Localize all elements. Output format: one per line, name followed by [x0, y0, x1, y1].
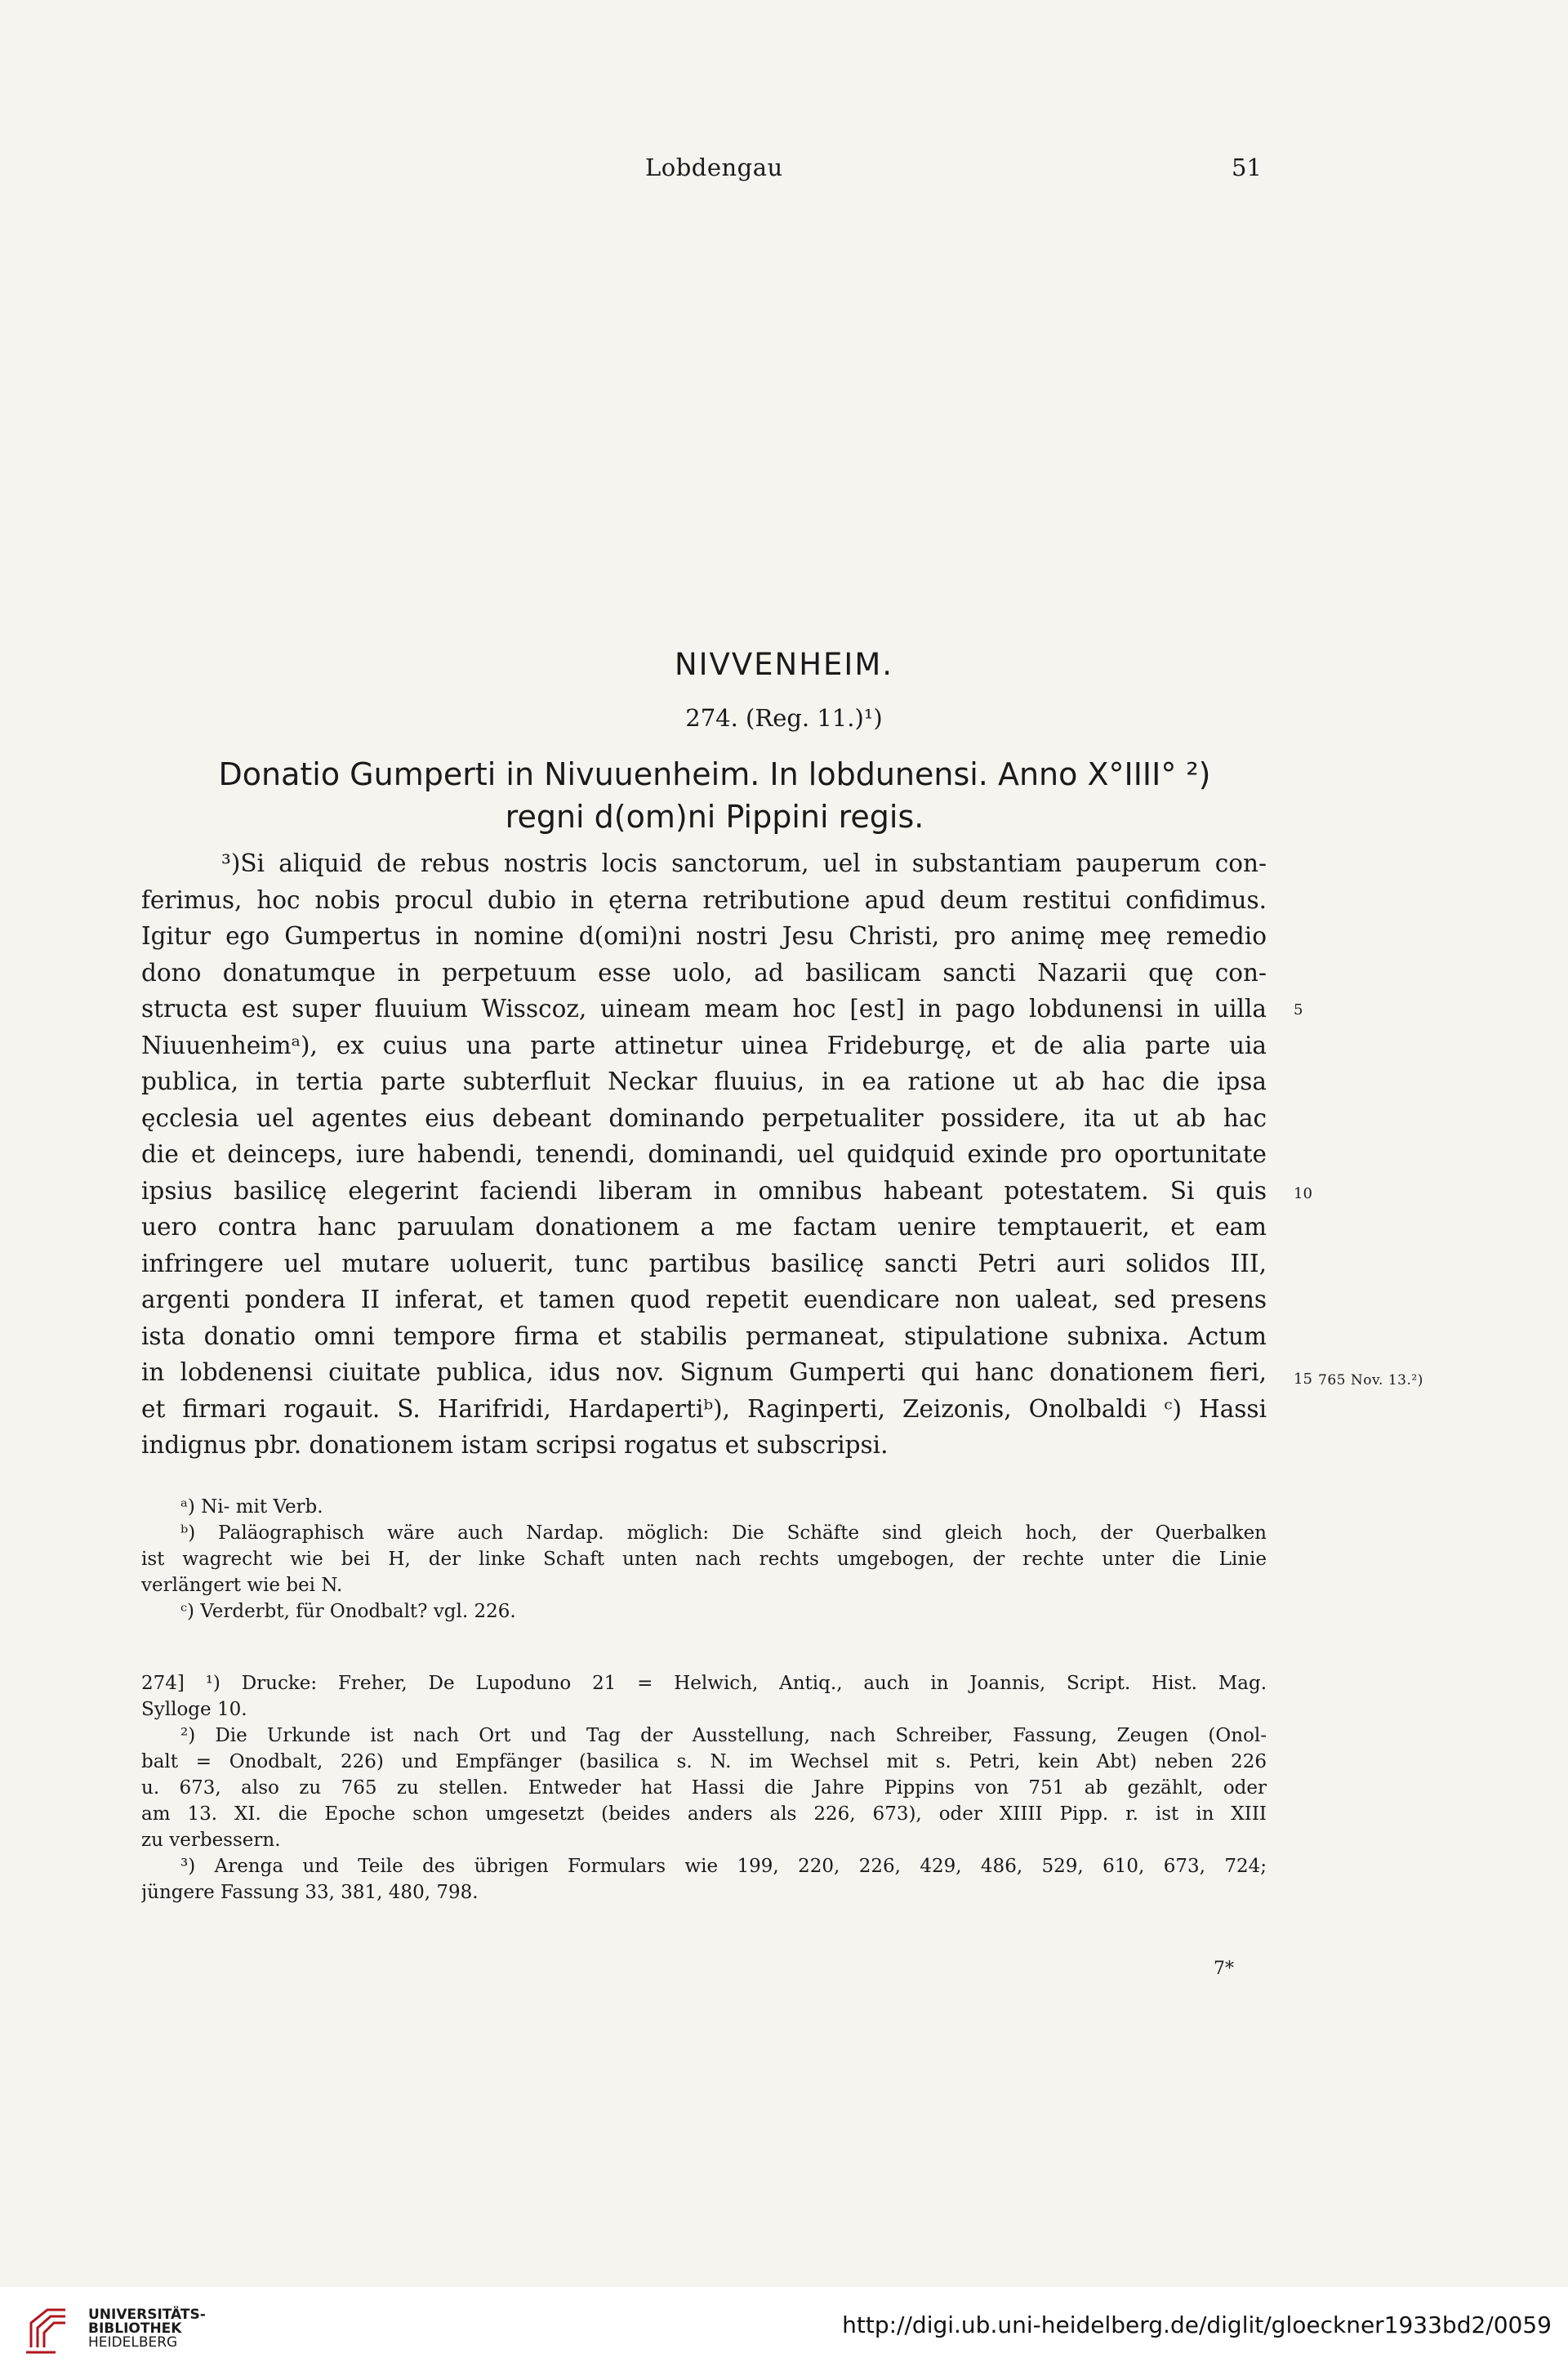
text-line: ferimus, hoc nobis procul dubio in ęterna retributione apud deum restitui confidimus.: [141, 885, 1267, 914]
text-line: Niuuenheimᵃ), ex cuius una parte attinetur uinea Frideburgę, et de alia parte uia: [141, 1031, 1267, 1059]
running-head: [0, 154, 1568, 186]
page-number: 51: [1232, 154, 1262, 181]
margin-line-number: 15: [1294, 1371, 1312, 1388]
text-line: indignus pbr. donationem istam scripsi rogatus et subscripsi.: [141, 1431, 889, 1459]
signature-mark: 7*: [1214, 1959, 1234, 1979]
text-line: die et deinceps, iure habendi, tenendi, dominandi, uel quidquid exinde pro oportunitate: [141, 1140, 1267, 1168]
text-line: et firmari rogauit. S. Harifridi, Hardapertiᵇ), Raginperti, Zeizonis, Onolbaldi ᶜ) Hassi: [141, 1394, 1267, 1423]
commentary-notes: [141, 1673, 1267, 1908]
document-number: 274. (Reg. 11.)¹): [685, 704, 883, 732]
note-line: ᵇ) Paläographisch wäre auch Nardap. möglich: Die Schäfte sind gleich hoch, der Querbalken: [180, 1522, 1267, 1544]
library-name-line: BIBLIOTHEK: [88, 2320, 182, 2337]
text-line: dono donatumque in perpetuum esse uolo, ad basilicam sancti Nazarii quę con-: [141, 958, 1267, 987]
note-line: ²) Die Urkunde ist nach Ort und Tag der Ausstellung, nach Schreiber, Fassung, Zeugen (Onol-: [180, 1725, 1267, 1746]
note-line: zu verbessern.: [141, 1830, 281, 1851]
charter-text: [141, 849, 1267, 1468]
text-line: structa est super fluuium Wisscoz, uineam meam hoc [est] in pago lobdunensi in uilla: [141, 995, 1267, 1023]
text-line: ęcclesia uel agentes eius debeant dominando perpetualiter possidere, ita ut ab hac: [141, 1103, 1267, 1132]
document-title-line: Donatio Gumperti in Nivuuenheim. In lobdunensi. Anno X°IIII° ²): [218, 756, 1211, 792]
library-name-line: HEIDELBERG: [88, 2334, 178, 2351]
margin-line-number: 5: [1294, 1001, 1303, 1019]
note-line: ist wagrecht wie bei H, der linke Schaft unten nach rechts umgebogen, der rechte unter die Linie: [141, 1549, 1267, 1570]
margin-line-number: 10: [1294, 1185, 1312, 1202]
note-line: balt = Onodbalt, 226) und Empfänger (basilica s. N. im Wechsel mit s. Petri, kein Abt) neben 226: [141, 1751, 1267, 1772]
note-line: jüngere Fassung 33, 381, 480, 798.: [141, 1882, 479, 1903]
text-line: argenti pondera II inferat, et tamen quod repetit euendicare non ualeat, sed presens: [141, 1286, 1267, 1313]
note-line: Sylloge 10.: [141, 1699, 247, 1720]
footer-bar: [0, 2287, 1568, 2367]
text-line: ipsius basilicę elegerint faciendi liberam in omnibus habeant potestatem. Si quis: [141, 1176, 1267, 1205]
note-line: u. 673, also zu 765 zu stellen. Entweder hat Hassi die Jahre Pippins von 751 ab gezählt, oder: [141, 1777, 1267, 1799]
library-name: [88, 2308, 206, 2350]
note-line: ³) Arenga und Teile des übrigen Formulars wie 199, 220, 226, 429, 486, 529, 610, 673, 724;: [180, 1856, 1267, 1877]
text-line: ista donatio omni tempore firma et stabilis permaneat, stipulatione subnixa. Actum: [141, 1322, 1267, 1350]
text-line: publica, in tertia parte subterfluit Neckar fluuius, in ea ratione ut ab hac die ipsa: [141, 1068, 1267, 1095]
text-line: uero contra hanc paruulam donationem a me factam uenire temptauerit, et eam: [141, 1213, 1267, 1241]
note-line: verlängert wie bei N.: [141, 1575, 343, 1596]
text-line: in lobdenensi ciuitate publica, idus nov. Signum Gumperti qui hanc donationem fieri,: [141, 1358, 1267, 1386]
note-line: 274] ¹) Drucke: Freher, De Lupoduno 21 = Helwich, Antiq., auch in Joannis, Script. Hist. Mag.: [141, 1673, 1267, 1694]
source-url-link[interactable]: http://digi.ub.uni-heidelberg.de/diglit/gloeckner1933bd2/0059: [842, 2311, 1552, 2338]
document-title: [143, 753, 1286, 838]
library-name-line: UNIVERSITÄTS-: [88, 2307, 206, 2323]
margin-date: 765 Nov. 13.²): [1318, 1372, 1423, 1389]
text-line: Igitur ego Gumpertus in nomine d(omi)ni nostri Jesu Christi, pro animę meę remedio: [141, 922, 1267, 950]
document-title-line: regni d(om)ni Pippini regis.: [505, 799, 924, 835]
text-line: ³)Si aliquid de rebus nostris locis sanctorum, uel in substantiam pauperum con-: [221, 849, 1267, 877]
critical-apparatus: [141, 1496, 1267, 1627]
running-title: Lobdengau: [645, 154, 783, 181]
note-line: ᵃ) Ni- mit Verb.: [180, 1496, 323, 1518]
note-line: am 13. XI. die Epoche schon umgesetzt (beides anders als 226, 673), oder XIIII Pipp. r. ist in XIII: [141, 1803, 1267, 1825]
library-logo-icon: [23, 2305, 74, 2356]
text-line: infringere uel mutare uoluerit, tunc partibus basilicę sancti Petri auri solidos III,: [141, 1249, 1267, 1277]
place-heading: NIVVENHEIM.: [674, 647, 894, 682]
note-line: ᶜ) Verderbt, für Onodbalt? vgl. 226.: [180, 1601, 516, 1622]
